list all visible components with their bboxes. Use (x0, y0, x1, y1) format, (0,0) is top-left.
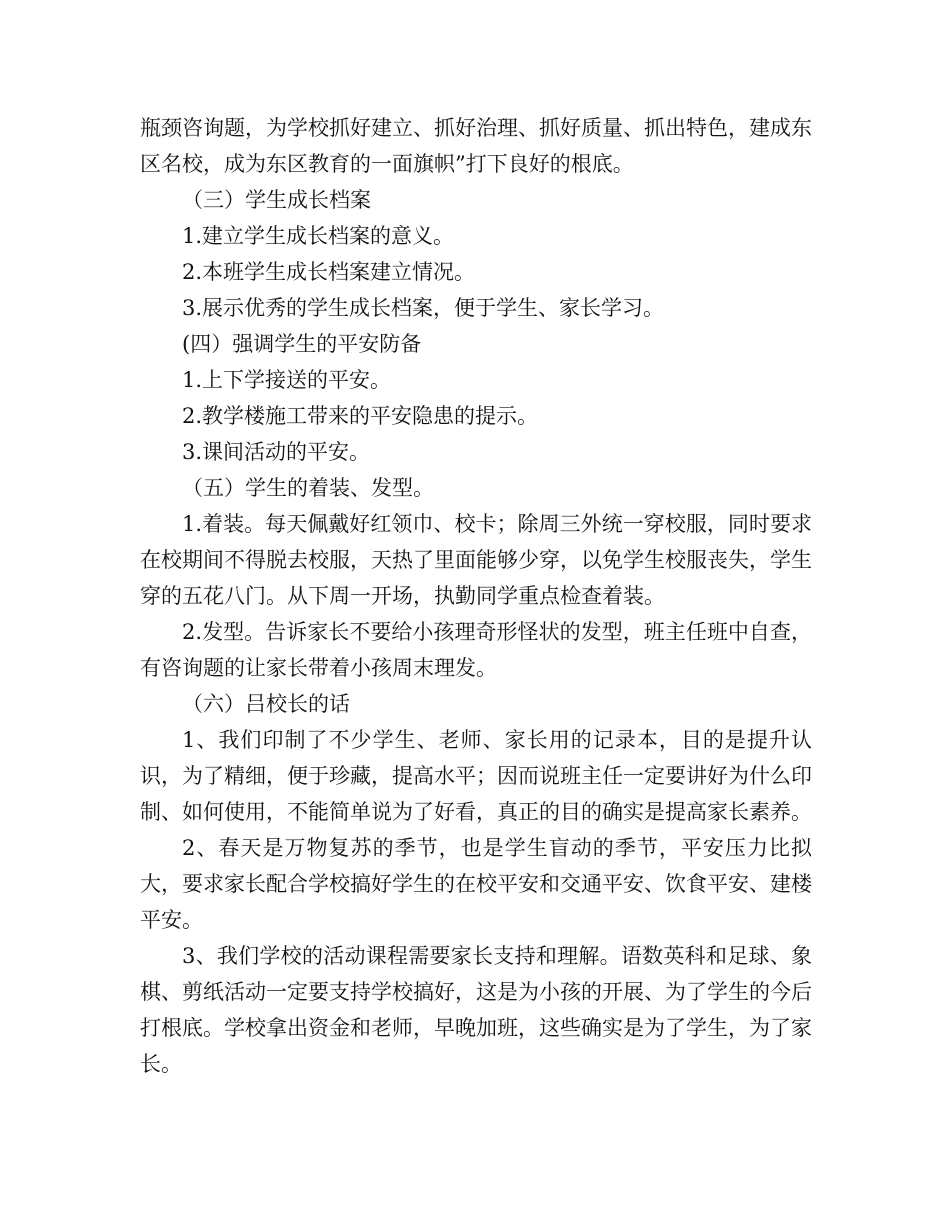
list-item-4-1: 1.上下学接送的平安。 (182, 368, 392, 392)
list-item-4-2: 2.教学楼施工带来的平安隐患的提示。 (182, 404, 539, 428)
paragraph-hairstyle: 2.发型。告诉家长不要给小孩理奇形怪状的发型，班主任班中自查，有咨询题的让家长带着小孩周末理发。 (140, 620, 812, 680)
list-item-3-3: 3.展示优秀的学生成长档案，便于学生、家长学习。 (182, 296, 665, 320)
section-heading-5: （五）学生的着装、发型。 (182, 476, 434, 500)
section-heading-6: （六）吕校长的话 (182, 692, 350, 716)
section-heading-4: (四）强调学生的平安防备 (182, 332, 422, 356)
paragraph-continuation: 瓶颈咨询题，为学校抓好建立、抓好治理、抓好质量、抓出特色，建成东区名校，成为东区教育的一面旗帜”打下良好的根底。 (140, 116, 812, 176)
paragraph-attire: 1.着装。每天佩戴好红领巾、校卡；除周三外统一穿校服，同时要求在校期间不得脱去校服，天热了里面能够少穿，以免学生校服丧失，学生穿的五花八门。从下周一开场，执勤同学重点检查着装。 (140, 512, 812, 608)
list-item-3-1: 1.建立学生成长档案的意义。 (182, 224, 455, 248)
paragraph-principal-1: 1、我们印制了不少学生、老师、家长用的记录本，目的是提升认识，为了精细，便于珍藏，提高水平；因而说班主任一定要讲好为什么印制、如何使用，不能简单说为了好看，真正的目的确实是提高家长素养。 (140, 728, 812, 824)
list-item-3-2: 2.本班学生成长档案建立情况。 (182, 260, 476, 284)
document-page (140, 110, 812, 1082)
section-heading-3: （三）学生成长档案 (182, 188, 371, 212)
paragraph-principal-3: 3、我们学校的活动课程需要家长支持和理解。语数英科和足球、象棋、剪纸活动一定要支持学校搞好，这是为小孩的开展、为了学生的今后打根底。学校拿出资金和老师，早晚加班，这些确实是为了学生，为了家长。 (140, 944, 812, 1076)
list-item-4-3: 3.课间活动的平安。 (182, 440, 371, 464)
paragraph-principal-2: 2、春天是万物复苏的季节，也是学生盲动的季节，平安压力比拟大，要求家长配合学校搞好学生的在校平安和交通平安、饮食平安、建楼平安。 (140, 836, 812, 932)
